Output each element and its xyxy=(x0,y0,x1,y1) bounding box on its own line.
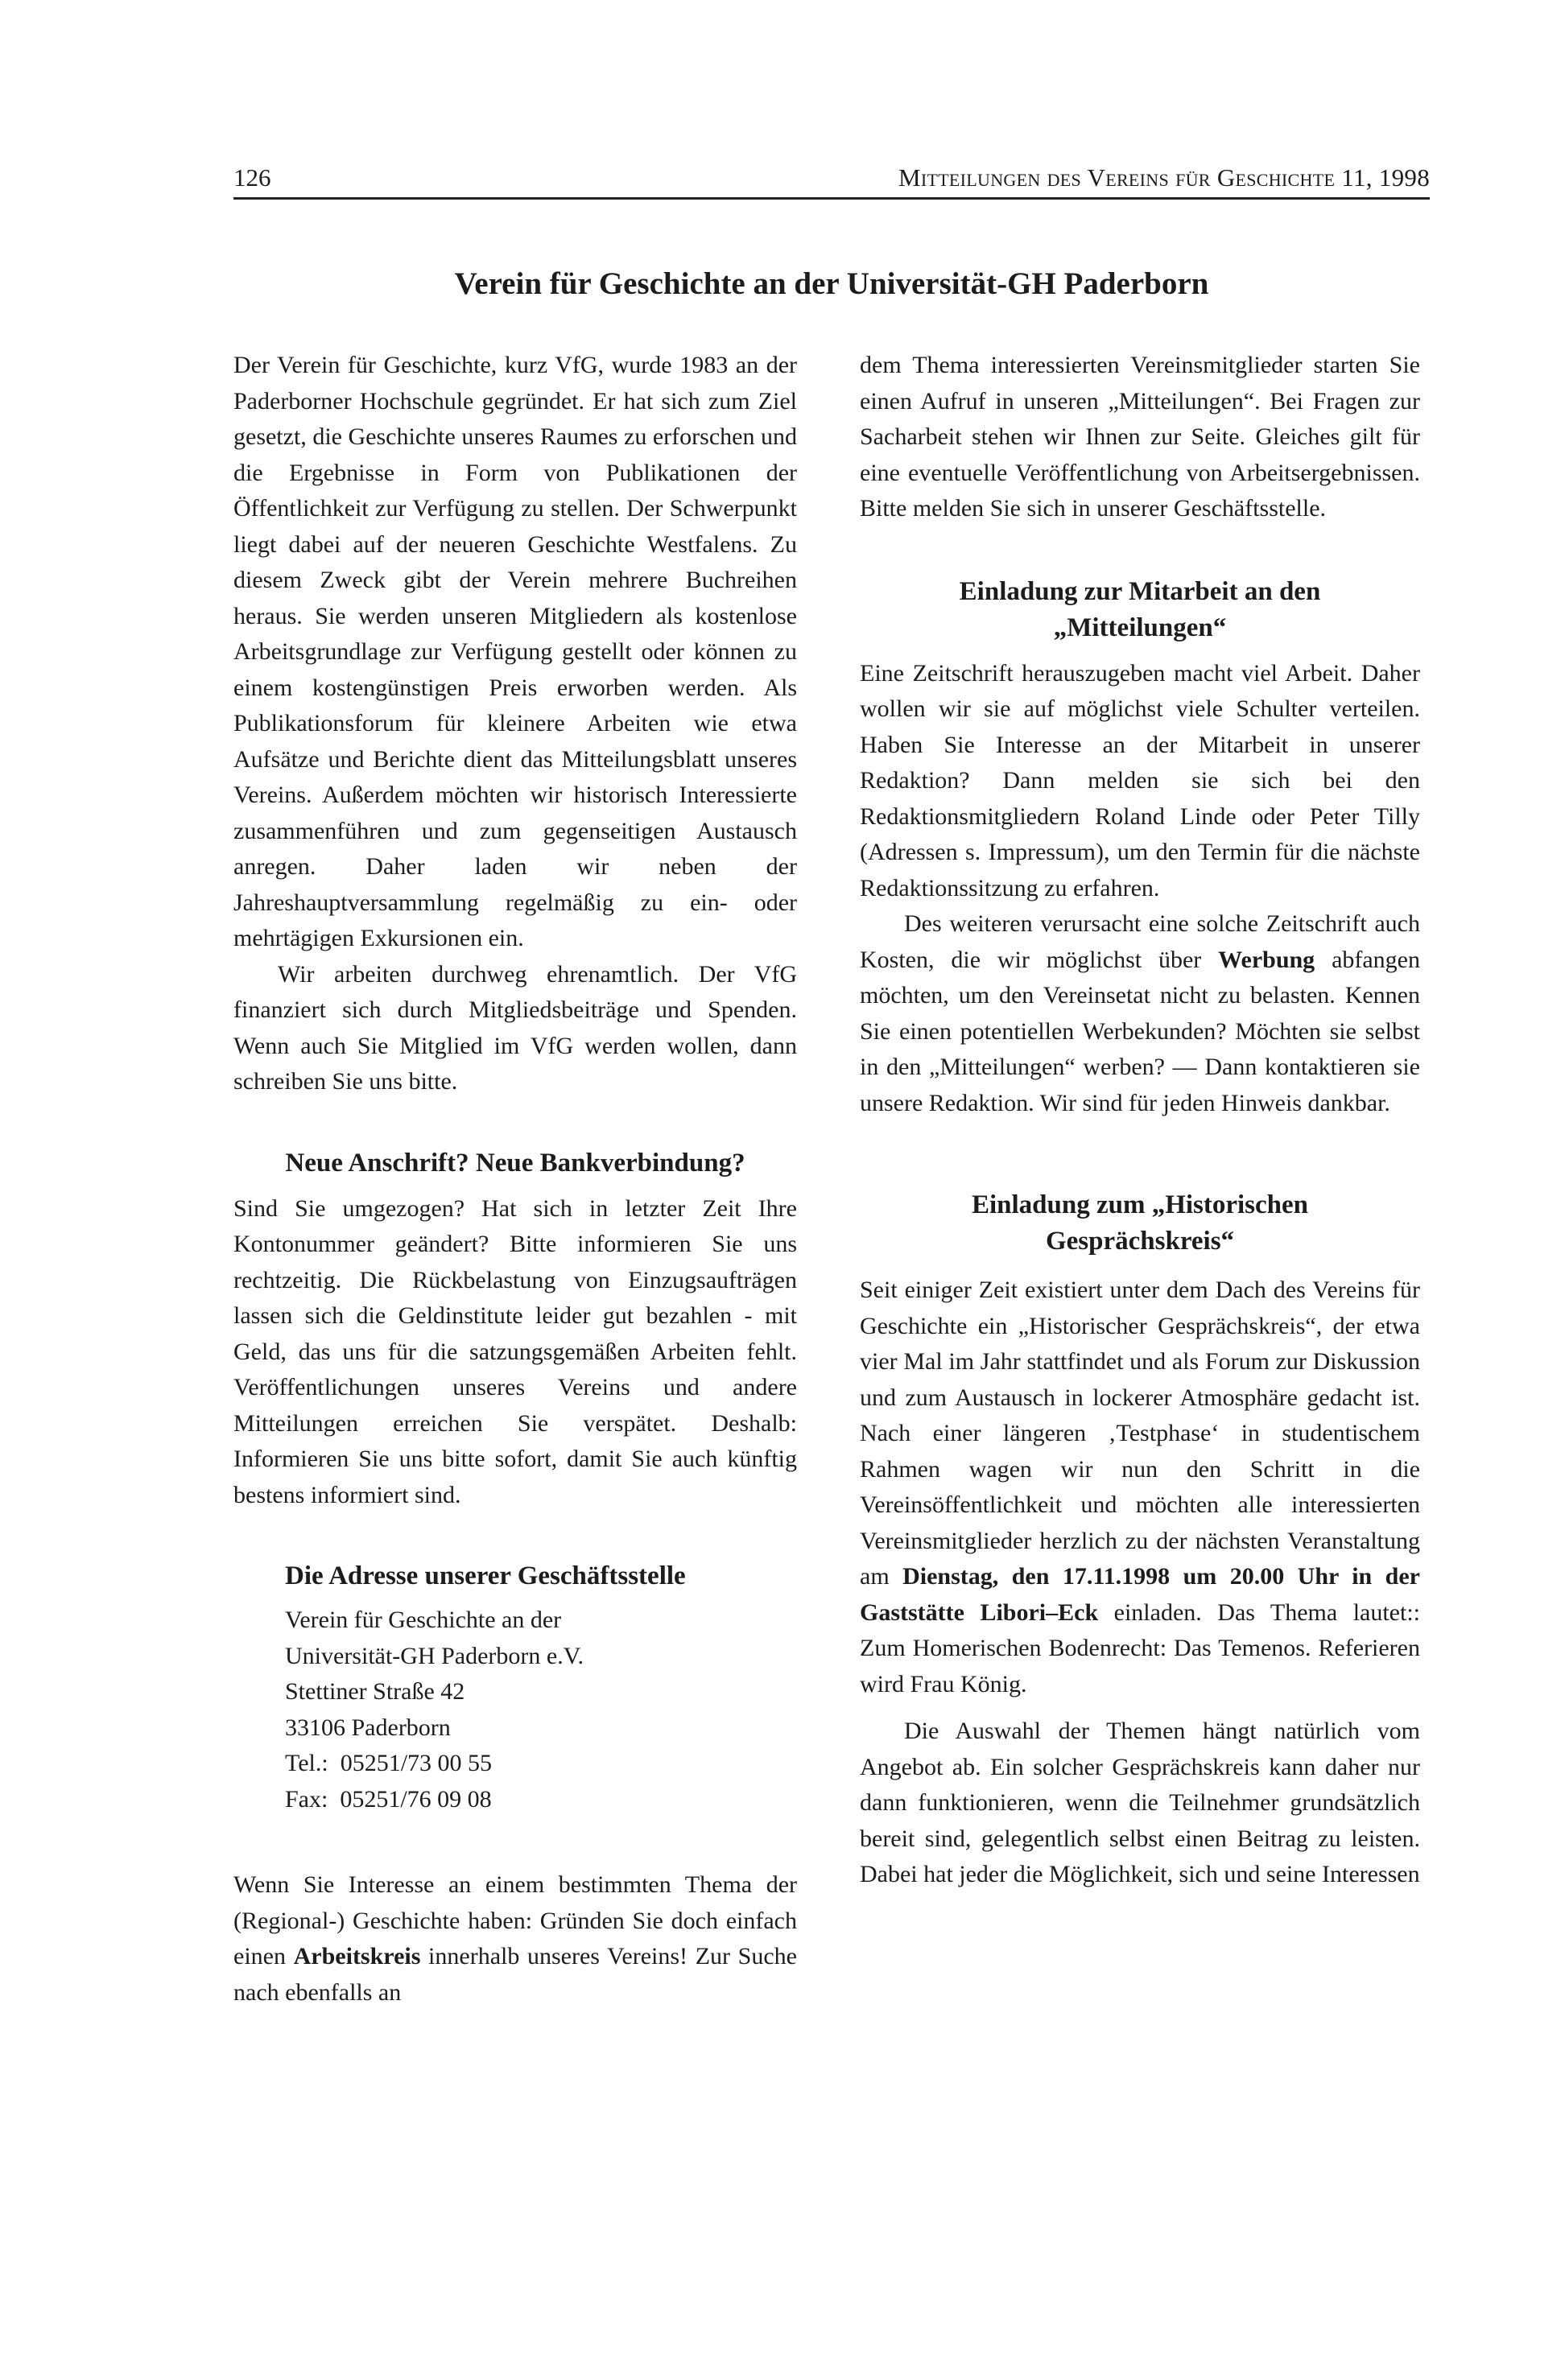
mitarbeit-heading-line1: Einladung zur Mitarbeit an den xyxy=(959,576,1321,606)
mitarbeit-heading-line2: „Mitteilungen“ xyxy=(1053,613,1227,642)
auswahl-paragraph: Die Auswahl der Themen hängt natürlich vom Angebot ab. Ein solcher Gesprächskreis kann daher nur dann funktionieren, wenn die Teilnehmer grundsätzlich bereit sind, gelegentlich selbst einen Beitrag zu leisten. Dabei hat jeder die Möglichkeit, sich und seine Interessen xyxy=(860,1718,1420,1887)
address-fax: Fax: 05251/76 09 08 xyxy=(285,1785,492,1813)
office-address xyxy=(233,1602,797,1817)
volunteer-paragraph: Wir arbeiten durchweg ehrenamtlich. Der VfG finanziert sich durch Mitgliedsbeiträge und Spenden. Wenn auch Sie Mitglied im VfG werden wollen, dann schreiben Sie uns bitte. xyxy=(233,960,797,1095)
arbeitskreis-emphasis: Arbeitskreis xyxy=(293,1943,421,1970)
continuation-paragraph: dem Thema interessierten Vereinsmitglieder starten Sie einen Aufruf in unseren „Mitteilungen“. Bei Fragen zur Sacharbeit stehen wir Ihnen zur Seite. Gleiches gilt für eine eventuelle Veröffentlichung von Arbeitsergebnissen. Bitte melden Sie sich in unserer Geschäftsstelle. xyxy=(860,352,1420,522)
werbung-text-b: abfangen möchten, um den Vereinsetat nicht zu belasten. Kennen Sie einen potentiellen Werbekunden? Möchten sie selbst in den „Mitteilungen“ werben? — Dann kontaktieren sie unsere Redaktion. Wir sind für jeden Hinweis dankbar. xyxy=(860,946,1420,1116)
arbeitskreis-paragraph xyxy=(233,1867,797,2011)
page-number: 126 xyxy=(233,163,271,192)
gespraechskreis-text-a: Seit einiger Zeit existiert unter dem Dach des Vereins für Geschichte ein „Historischer Gesprächskreis“, der etwa vier Mal im Jahr stattfindet und als Forum zur Diskussion und zum Austausch in lockerer Atmosphäre gedacht ist. Nach einer längeren ‚Testphase‘ in studentischem Rahmen wagen wir nun den Schritt in die Vereinsöffentlichkeit und möchten alle interessierten Vereinsmitglieder herzlich zu der nächsten Veranstaltung am xyxy=(860,1277,1420,1590)
mitarbeit-heading xyxy=(860,574,1420,646)
address-line: Verein für Geschichte an der xyxy=(285,1607,562,1633)
address-phone: Tel.: 05251/73 00 55 xyxy=(285,1750,493,1776)
adresse-heading: Die Adresse unserer Geschäftsstelle xyxy=(285,1561,686,1590)
article-title: Verein für Geschichte an der Universität-GH Paderborn xyxy=(454,266,1209,301)
gespraechskreis-paragraph xyxy=(860,1272,1420,1702)
address-line: Universität-GH Paderborn e.V. xyxy=(285,1642,584,1669)
address-city: 33106 Paderborn xyxy=(285,1714,451,1741)
gespraechskreis-heading-line1: Einladung zum „Historischen xyxy=(971,1190,1309,1219)
arbeitskreis-text-a: Wenn Sie Interesse an einem bestimmten Thema der (Regional-) Geschichte haben: Gründen Sie doch einfach einen xyxy=(233,1871,797,1970)
event-date-location: Dienstag, den 17.11.1998 um 20.00 Uhr in der Gaststätte Libori–Eck xyxy=(860,1563,1420,1626)
anschrift-heading: Neue Anschrift? Neue Bankverbindung? xyxy=(285,1148,745,1178)
arbeitskreis-text-b: innerhalb unseres Vereins! Zur Suche nach ebenfalls an xyxy=(233,1943,797,2006)
werbung-paragraph xyxy=(860,906,1420,1121)
intro-paragraph: Der Verein für Geschichte, kurz VfG, wurde 1983 an der Paderborner Hochschule gegründet. Er hat sich zum Ziel gesetzt, die Geschichte unseres Raumes zu erforschen und die Ergebnisse in Form von Publikationen der Öffentlichkeit zur Verfügung zu stellen. Der Schwerpunkt liegt dabei auf der neueren Geschichte Westfalens. Zu diesem Zweck gibt der Verein mehrere Buchreihen heraus. Sie werden unseren Mitgliedern als kostenlose Arbeitsgrundlage zur Verfügung gestellt oder können zu einem kostengünstigen Preis erworben werden. Als Publikationsforum für kleinere Arbeiten wie etwa Aufsätze und Berichte dient das Mitteilungsblatt unseres Vereins. Außerdem möchten wir historisch Interessierte zusammenführen und zum gegenseitigen Austausch anregen. Daher laden wir neben der Jahreshauptversammlung regelmäßig zu ein- oder mehrtägigen Exkursionen ein. xyxy=(233,352,797,951)
gespraechskreis-heading xyxy=(860,1187,1420,1260)
running-title: Mitteilungen des Vereins für Geschichte 11, 1998 xyxy=(898,163,1430,192)
left-column xyxy=(233,348,797,2011)
werbung-emphasis: Werbung xyxy=(1218,946,1315,973)
mitarbeit-paragraph: Eine Zeitschrift herauszugeben macht viel Arbeit. Daher wollen wir sie auf möglichst viele Schulter verteilen. Haben Sie Interesse an der Mitarbeit in unserer Redaktion? Dann melden sie sich bei den Redaktionsmitgliedern Roland Linde oder Peter Tilly (Adressen s. Impressum), um den Termin für die nächste Redaktionssitzung zu erfahren. xyxy=(860,659,1420,901)
running-header xyxy=(233,158,1430,200)
right-column xyxy=(860,348,1420,1893)
gespraechskreis-heading-line2: Gesprächskreis“ xyxy=(1045,1227,1235,1256)
werbung-text-a: Des weiteren verursacht eine solche Zeitschrift auch Kosten, die wir möglichst über xyxy=(860,910,1420,973)
gespraechskreis-text-b: einladen. Das Thema lautet:: Zum Homerischen Bodenrecht: Das Temenos. Referieren wird Frau König. xyxy=(860,1598,1420,1697)
address-street: Stettiner Straße 42 xyxy=(285,1678,465,1705)
anschrift-paragraph: Sind Sie umgezogen? Hat sich in letzter Zeit Ihre Kontonummer geändert? Bitte informieren Sie uns rechtzeitig. Die Rückbelastung von Einzugsaufträgen lassen sich die Geldinstitute leider gut bezahlen - mit Geld, das uns für die satzungsgemäßen Arbeiten fehlt. Veröffentlichungen unseres Vereins und andere Mitteilungen erreichen Sie verspätet. Deshalb: Informieren Sie uns bitte sofort, damit Sie auch künftig bestens informiert sind. xyxy=(233,1194,797,1508)
